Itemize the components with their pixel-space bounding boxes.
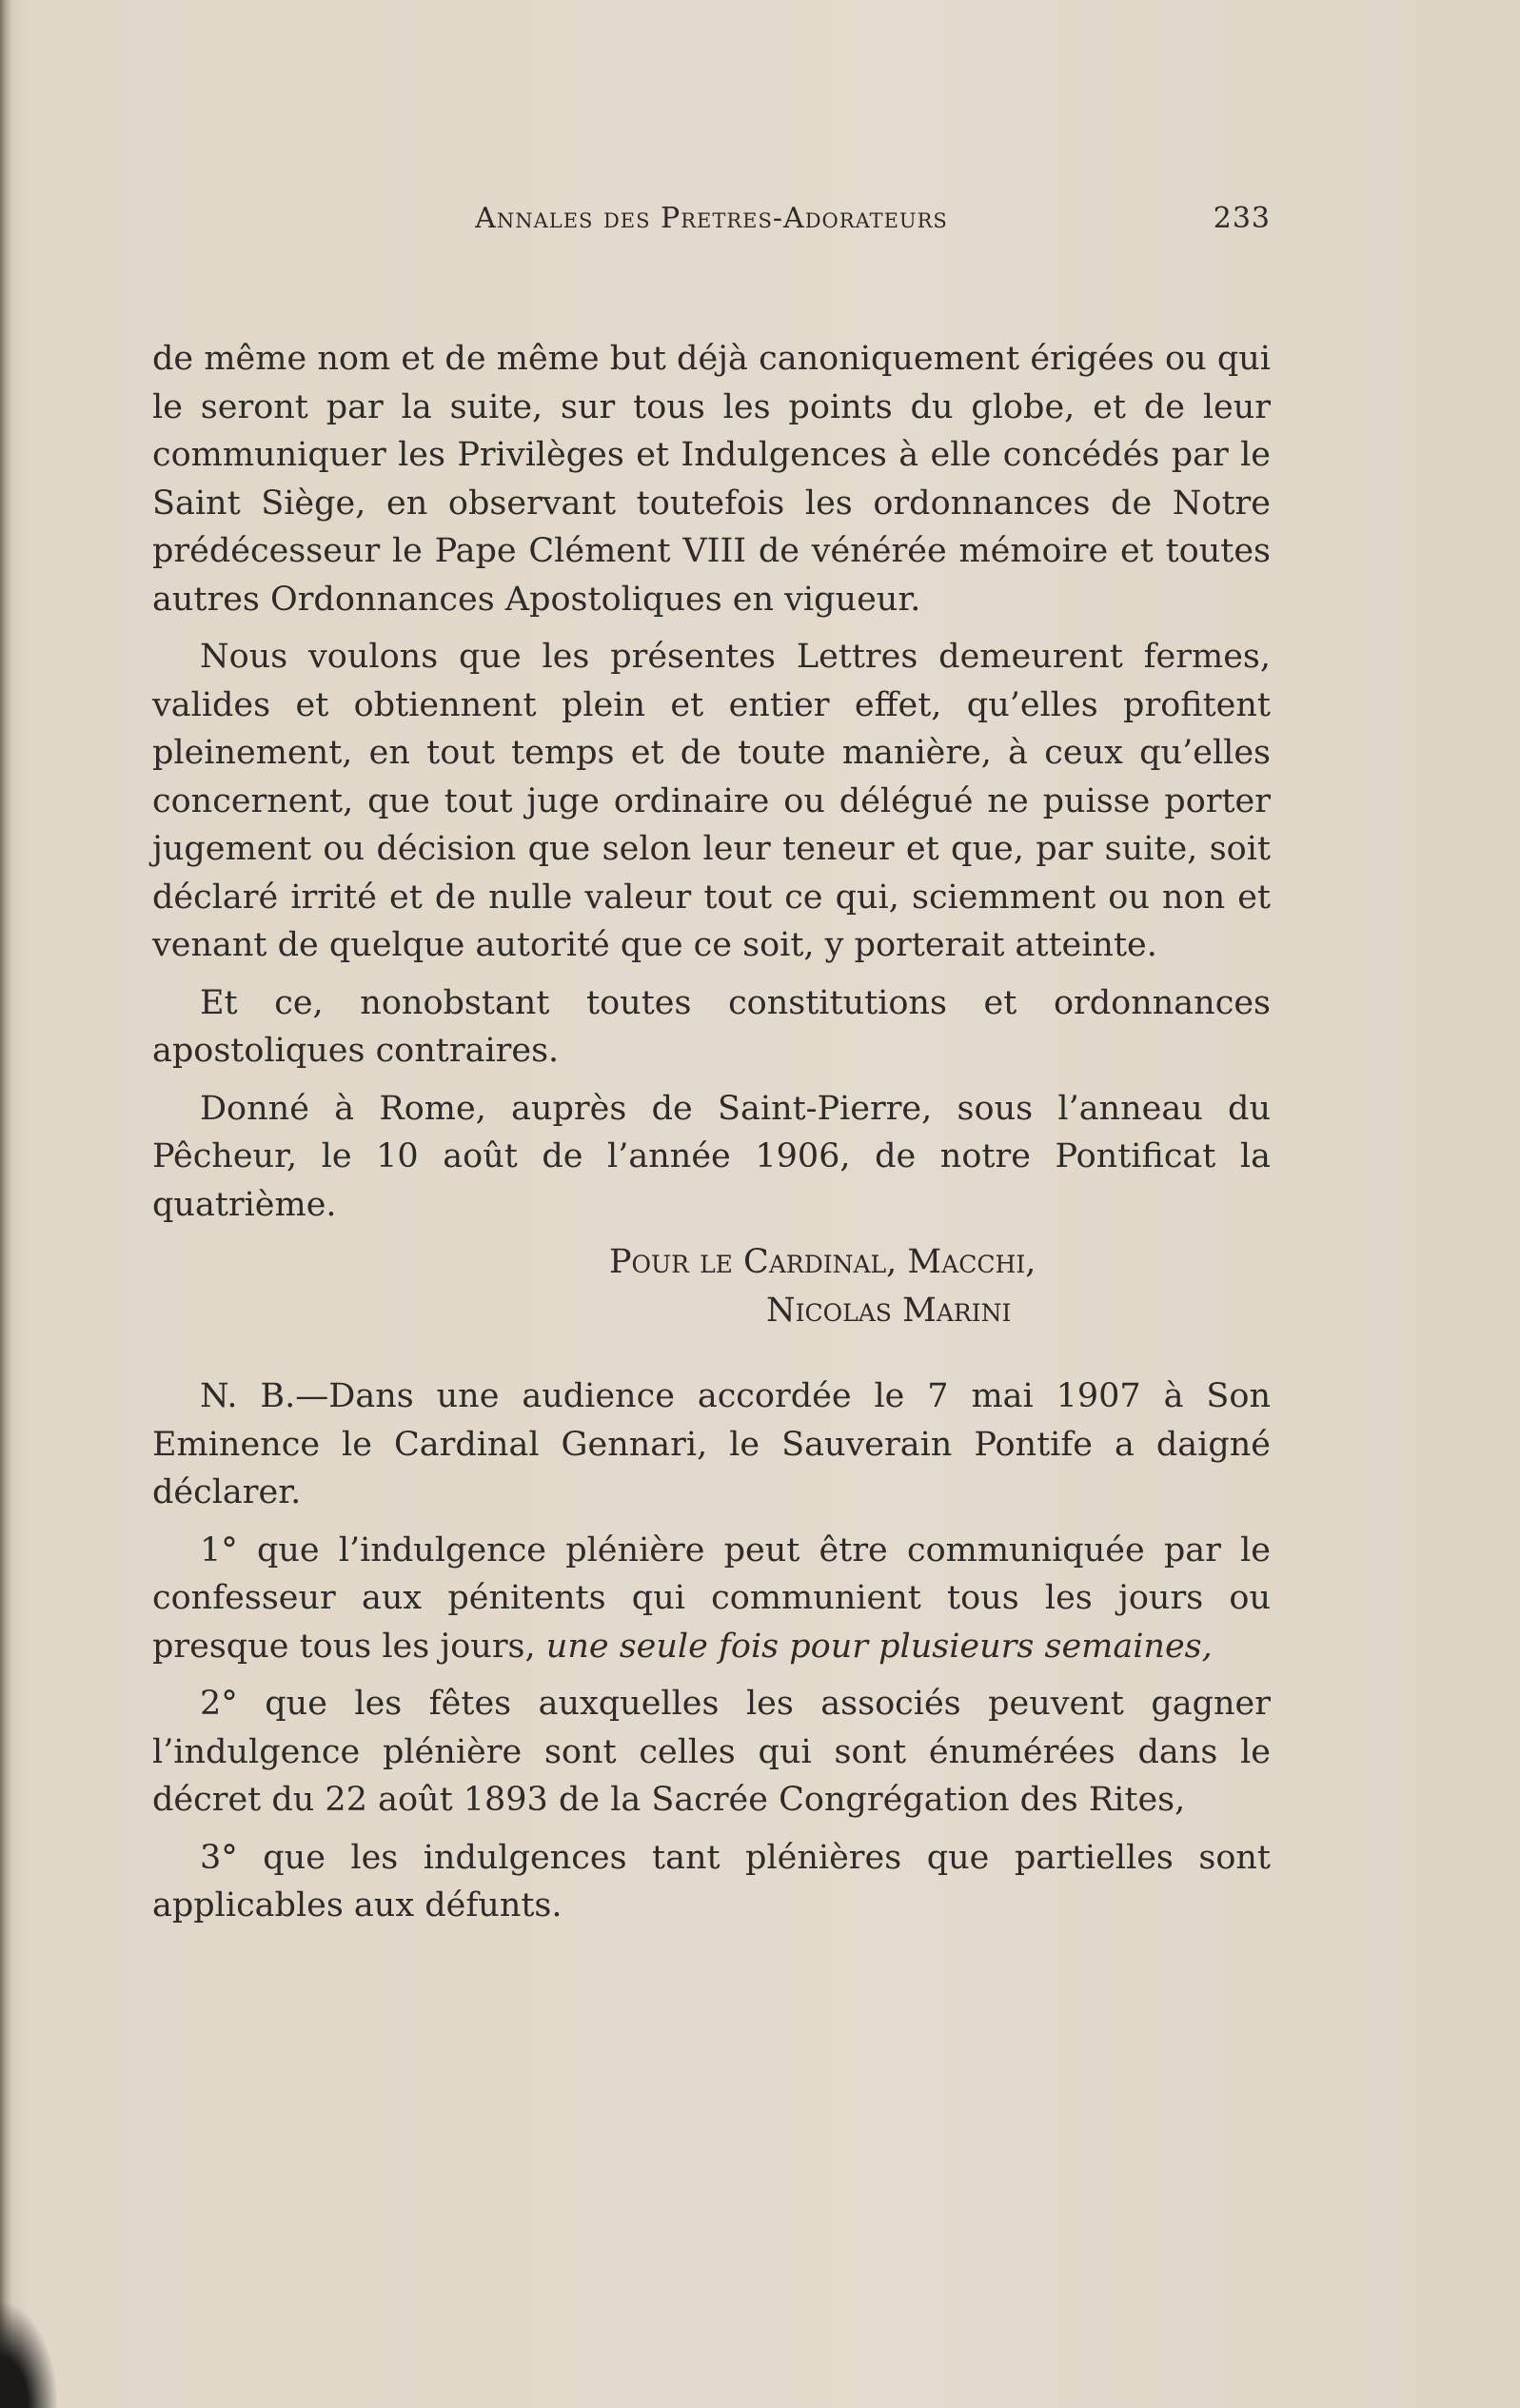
- running-head: [152, 202, 1271, 249]
- running-title: Annales des Pretres-Adorateurs: [475, 202, 948, 235]
- signature-cardinal: Pour le Cardinal, Macchi,: [609, 1243, 1036, 1281]
- signature-block: [152, 1238, 1271, 1334]
- list-item-2: 2° que les fêtes auxquelles les associés peuvent gagner l’indulgence plénière sont celles qui sont énumérées dans le décret du 22 août 1893 de la Sacrée Congrégation des Rites,: [152, 1685, 1271, 1819]
- signature-marini: Nicolas Marini: [766, 1291, 1012, 1330]
- paragraph-notwithstanding: Et ce, nonobstant toutes constitutions et ordonnances apostoliques contraires.: [152, 983, 1271, 1070]
- paragraph-validity: Nous voulons que les présentes Lettres demeurent fermes, valides et obtiennent plein et entier effet, qu’elles profitent pleinement, en tout temps et de toute manière, à ceux qu’elles concernent, que tout juge ordinaire ou délégué ne puisse porter jugement ou décision que selon leur teneur et que, par suite, soit déclaré irrité et de nulle valeur tout ce qui, sciemment ou non et venant de quelque autorité que ce soit, y porterait atteinte.: [152, 638, 1271, 964]
- page-number: 233: [1213, 202, 1271, 235]
- paragraph-given-at-rome: Donné à Rome, auprès de Saint-Pierre, sous l’anneau du Pêcheur, le 10 août de l’année 1906, de notre Pontificat la quatrième.: [152, 1089, 1271, 1224]
- paragraph-continuation: de même nom et de même but déjà canoniquement érigées ou qui le seront par la suite, sur tous les points du globe, et de leur communiquer les Privilèges et Indulgences à elle concédés par le Saint Siège, en observant toutefois les ordonnances de Notre prédécesseur le Pape Clément VIII de vénérée mémoire et toutes autres Ordonnances Apostoliques en vigueur.: [152, 340, 1271, 619]
- list-item-1-italic: une seule fois pour plusieurs semaines,: [545, 1627, 1213, 1666]
- body-text: [152, 335, 1271, 1940]
- paragraph-nota-bene: N. B.—Dans une audience accordée le 7 mai 1907 à Son Eminence le Cardinal Gennari, le Sauverain Pontife a daigné déclarer.: [152, 1377, 1271, 1511]
- list-item-1-text: 1° que l’indulgence plénière peut être communiquée par le confesseur aux pénitents qui communient tous les jours ou presque tous les jours,: [152, 1530, 1271, 1666]
- list-item-1: [152, 1527, 1271, 1671]
- corner-shadow: [0, 2303, 57, 2408]
- book-binding-edge: [0, 0, 11, 2408]
- list-item-3: 3° que les indulgences tant plénières que partielles sont applicables aux défunts.: [152, 1838, 1271, 1924]
